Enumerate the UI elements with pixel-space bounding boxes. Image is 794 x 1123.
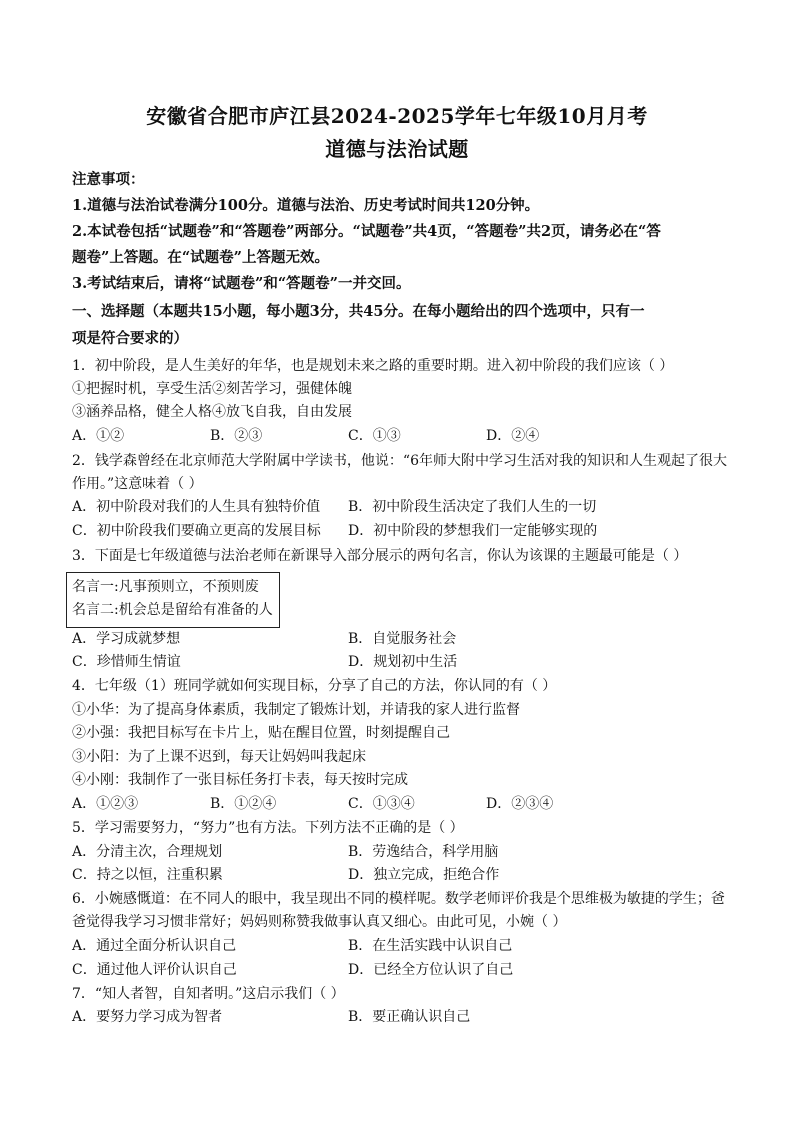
question-2-stem-line-2: 作用。”这意味着（ ）: [72, 476, 203, 492]
question-6-option-d: D．已经全方位认识了自己: [348, 962, 514, 978]
note-2-line-1: 2.本试卷包括“试题卷”和“答题卷”两部分。“试题卷”共4页，“答题卷”共2页，请务必在“答: [72, 223, 661, 240]
question-5-option-a: A．分清主次，合理规划: [72, 844, 223, 860]
question-1-items-a: ①把握时机，享受生活②刻苦学习，强健体魄: [72, 381, 352, 397]
question-3-option-c: C．珍惜师生情谊: [72, 654, 181, 670]
question-4-item-1: ①小华：为了提高身体素质，我制定了锻炼计划，并请我的家人进行监督: [72, 702, 520, 718]
question-4-option-a: A．①②③: [72, 796, 139, 812]
question-6-stem-line-1: 6．小婉感慨道：在不同人的眼中，我呈现出不同的模样呢。数学老师评价我是个思维极为敏捷的学生；爸: [72, 891, 725, 907]
question-4-option-c: C．①③④: [348, 796, 415, 812]
question-6-option-c: C．通过他人评价认识自己: [72, 962, 237, 978]
question-2-option-a: A．初中阶段对我们的人生具有独特价值: [72, 499, 321, 515]
question-2-option-c: C．初中阶段我们要确立更高的发展目标: [72, 523, 321, 539]
question-4-stem: 4．七年级（1）班同学就如何实现目标，分享了自己的方法，你认同的有（ ）: [72, 678, 557, 694]
question-3-option-d: D．规划初中生活: [348, 654, 458, 670]
notes-heading: 注意事项：: [72, 171, 145, 188]
note-3: 3.考试结束后，请将“试题卷”和“答题卷”一并交回。: [72, 275, 411, 292]
question-4-item-4: ④小刚：我制作了一张目标任务打卡表，每天按时完成: [72, 772, 408, 788]
question-5-stem: 5．学习需要努力，“努力”也有方法。下列方法不正确的是（ ）: [72, 820, 464, 836]
question-6-option-a: A．通过全面分析认识自己: [72, 938, 237, 954]
section-heading-line-2: 项是符合要求的）: [72, 330, 188, 347]
exam-title: 安徽省合肥市庐江县2024-2025学年七年级10月月考: [146, 104, 648, 128]
question-1-items-b: ③涵养品格，健全人格④放飞自我，自由发展: [72, 404, 352, 420]
question-1-option-d: D．②④: [486, 428, 540, 444]
question-3-option-a: A．学习成就梦想: [72, 631, 181, 647]
question-5-option-c: C．持之以恒，注重积累: [72, 867, 223, 883]
section-heading-line-1: 一、选择题（本题共15小题，每小题3分，共45分。在每小题给出的四个选项中，只有一: [72, 303, 645, 320]
question-2-option-d: D．初中阶段的梦想我们一定能够实现的: [348, 523, 598, 539]
quote-box: [66, 572, 280, 628]
question-3-stem: 3．下面是七年级道德与法治老师在新课导入部分展示的两句名言，你认为该课的主题最可能是（ ）: [72, 548, 688, 564]
question-6-stem-line-2: 爸觉得我学习习惯非常好；妈妈则称赞我做事认真又细心。由此可见，小婉（ ）: [72, 914, 567, 930]
exam-subject-title: 道德与法治试题: [325, 137, 469, 161]
question-7-option-b: B．要正确认识自己: [348, 1009, 471, 1025]
question-6-option-b: B．在生活实践中认识自己: [348, 938, 513, 954]
question-7-stem: 7．“知人者智，自知者明。”这启示我们（ ）: [72, 986, 345, 1002]
question-4-option-d: D．②③④: [486, 796, 554, 812]
question-4-item-3: ③小阳：为了上课不迟到，每天让妈妈叫我起床: [72, 749, 366, 765]
note-2-line-2: 题卷”上答题。在“试题卷”上答题无效。: [72, 249, 330, 266]
quote-1: 名言一:凡事预则立，不预则废: [72, 579, 259, 595]
note-1: 1.道德与法治试卷满分100分。道德与法治、历史考试时间共120分钟。: [72, 197, 540, 214]
question-1-stem: 1．初中阶段，是人生美好的年华，也是规划未来之路的重要时期。进入初中阶段的我们应该（ ）: [72, 358, 674, 374]
question-3-option-b: B．自觉服务社会: [348, 631, 457, 647]
question-4-option-b: B．①②④: [210, 796, 277, 812]
question-5-option-b: B．劳逸结合，科学用脑: [348, 844, 499, 860]
question-2-stem-line-1: 2．钱学森曾经在北京师范大学附属中学读书，他说：“6年师大附中学习生活对我的知识和人生观起了很大: [72, 453, 727, 469]
question-1-option-b: B．②③: [210, 428, 263, 444]
question-2-option-b: B．初中阶段生活决定了我们人生的一切: [348, 499, 597, 515]
question-4-item-2: ②小强：我把目标写在卡片上，贴在醒目位置，时刻提醒自己: [72, 725, 450, 741]
question-1-option-c: C．①③: [348, 428, 401, 444]
question-1-option-a: A．①②: [72, 428, 125, 444]
question-7-option-a: A．要努力学习成为智者: [72, 1009, 223, 1025]
question-5-option-d: D．独立完成，拒绝合作: [348, 867, 500, 883]
quote-2: 名言二:机会总是留给有准备的人: [72, 602, 273, 618]
